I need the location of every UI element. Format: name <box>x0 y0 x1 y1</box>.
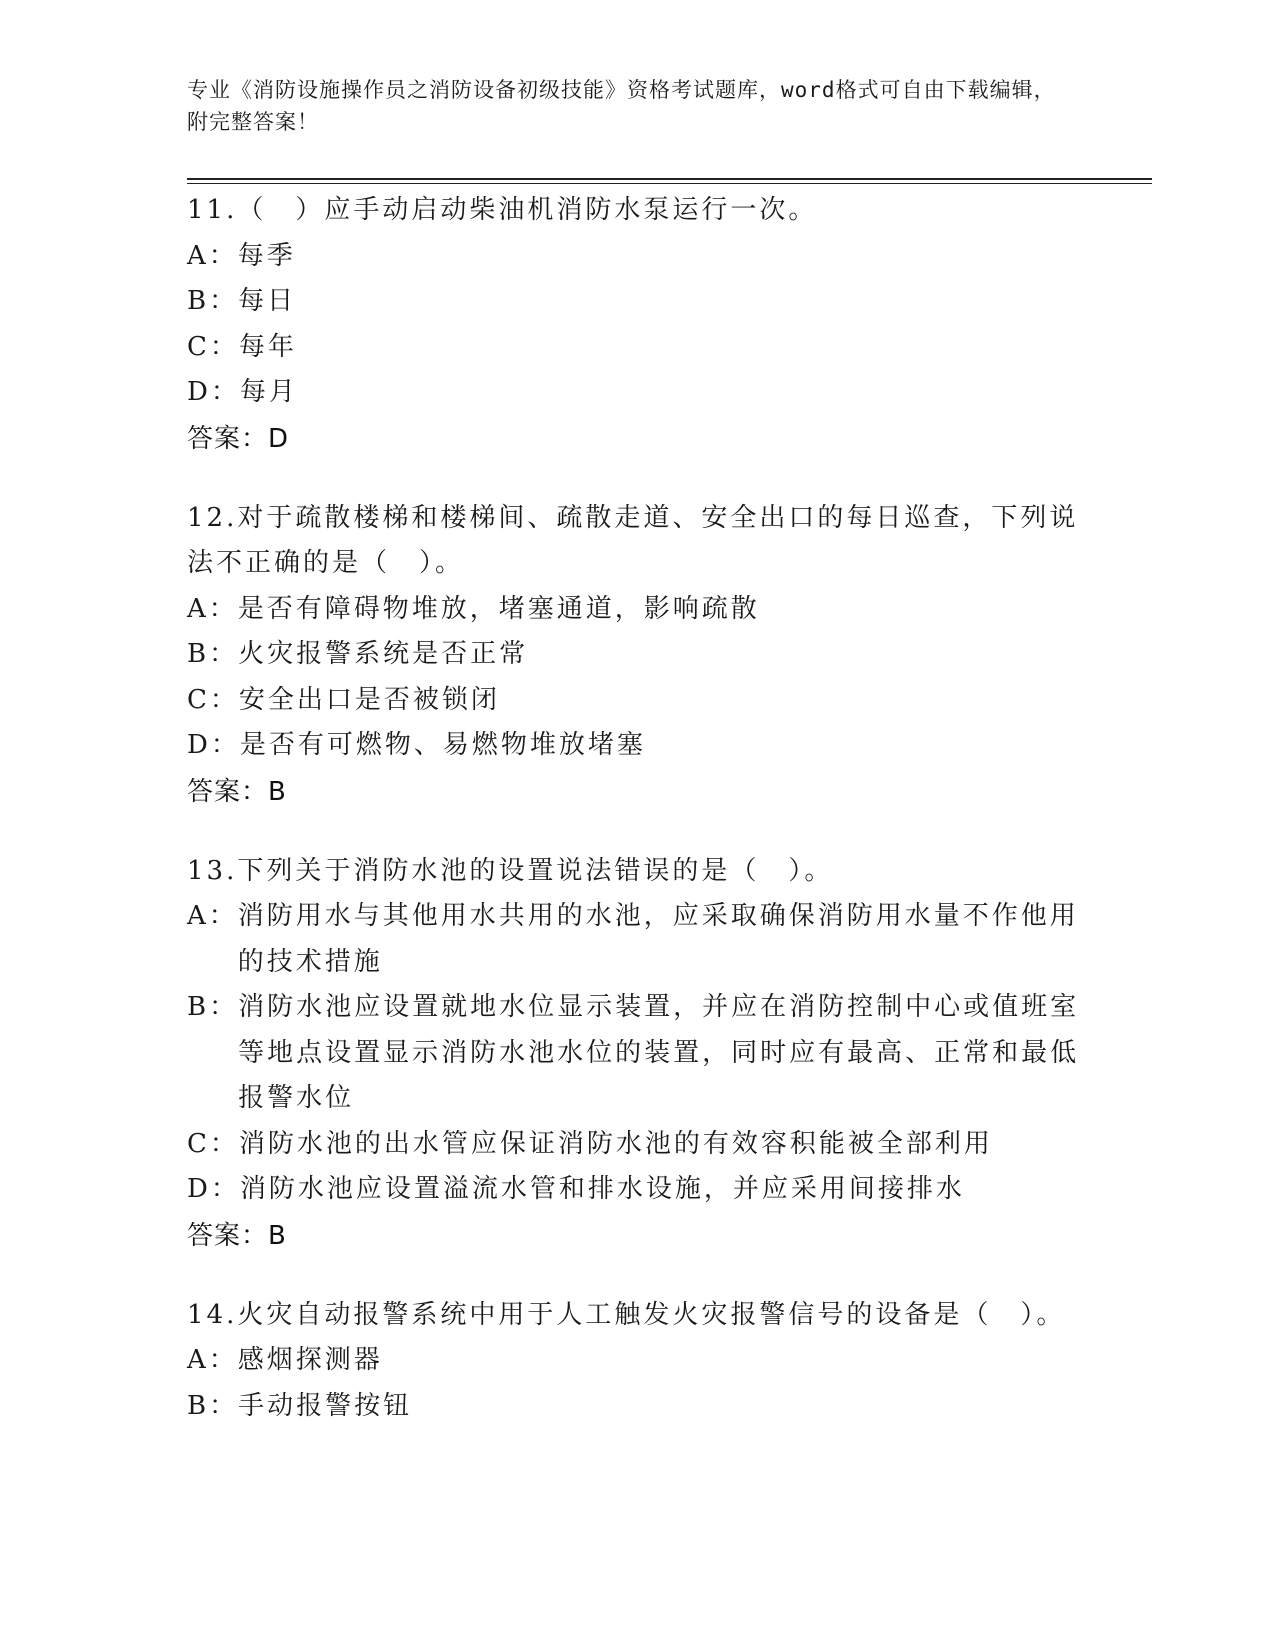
option-letter: B： <box>187 992 239 1022</box>
option-text: 每年 <box>238 331 297 362</box>
option-d <box>187 370 1087 416</box>
option-letter: B： <box>187 1390 239 1421</box>
option-b <box>187 1384 1087 1430</box>
question-stem: 12.对于疏散楼梯和楼梯间、疏散走道、安全出口的每日巡查，下列说法不正确的是（ ）。 <box>187 502 1079 578</box>
option-letter: B： <box>187 286 239 316</box>
option-text: 安全出口是否被锁闭 <box>238 684 500 715</box>
question-list <box>187 188 1087 1463</box>
option-text: 消防水池的出水管应保证消防水池的有效容积能被全部利用 <box>238 1128 993 1159</box>
question-stem: 13.下列关于消防水池的设置说法错误的是（ ）。 <box>187 855 834 886</box>
option-b <box>187 279 1087 325</box>
option-b <box>187 985 1087 1122</box>
option-text: 每季 <box>237 240 296 271</box>
option-text: 消防水池应设置就地水位显示装置，并应在消防控制中心或值班室等地点设置显示消防水池水位的装置，同时应有最高、正常和最低报警水位 <box>238 992 1080 1113</box>
option-letter: C： <box>187 684 239 715</box>
option-letter: A： <box>187 593 238 624</box>
answer-line: 答案：D <box>187 423 290 454</box>
option-text: 感烟探测器 <box>237 1345 383 1375</box>
question-stem: 11.（ ）应手动启动柴油机消防水泵运行一次。 <box>187 195 818 225</box>
option-c <box>187 1122 1087 1168</box>
option-letter: C： <box>187 1128 239 1159</box>
option-text: 每日 <box>238 286 297 316</box>
answer-line: 答案：B <box>187 776 287 807</box>
option-letter: D： <box>187 377 240 407</box>
option-a <box>187 234 1087 280</box>
option-letter: D： <box>187 730 240 760</box>
option-a <box>187 1338 1087 1384</box>
option-letter: B： <box>187 639 239 669</box>
header-rule-thick <box>187 178 1152 180</box>
option-c <box>187 678 1087 724</box>
option-text: 火灾报警系统是否正常 <box>238 639 529 669</box>
option-letter: A： <box>187 240 238 271</box>
question-13 <box>187 849 1087 1259</box>
option-d <box>187 1167 1087 1213</box>
option-letter: C： <box>187 331 239 362</box>
option-text: 消防用水与其他用水共用的水池，应采取确保消防用水量不作他用的技术措施 <box>237 901 1079 977</box>
option-text: 消防水池应设置溢流水管和排水设施，并应采用间接排水 <box>239 1174 965 1204</box>
option-text: 是否有障碍物堆放，堵塞通道，影响疏散 <box>237 593 760 624</box>
option-text: 手动报警按钮 <box>238 1390 413 1421</box>
document-header: 专业《消防设施操作员之消防设备初级技能》资格考试题库，word格式可自由下载编辑，附完整答案！ <box>187 78 1056 134</box>
option-text: 每月 <box>239 377 298 407</box>
option-a <box>187 894 1087 985</box>
option-letter: A： <box>187 901 238 931</box>
option-text: 是否有可燃物、易燃物堆放堵塞 <box>239 730 646 760</box>
question-14 <box>187 1293 1087 1430</box>
option-b <box>187 632 1087 678</box>
option-a <box>187 587 1087 633</box>
option-letter: D： <box>187 1174 240 1204</box>
question-11 <box>187 188 1087 462</box>
option-letter: A： <box>187 1345 238 1375</box>
option-d <box>187 723 1087 769</box>
option-c <box>187 325 1087 371</box>
question-stem: 14.火灾自动报警系统中用于人工触发火灾报警信号的设备是（ ）。 <box>187 1299 1066 1330</box>
answer-line: 答案：B <box>187 1220 287 1251</box>
question-12 <box>187 496 1087 815</box>
header-rule-thin <box>187 183 1152 184</box>
